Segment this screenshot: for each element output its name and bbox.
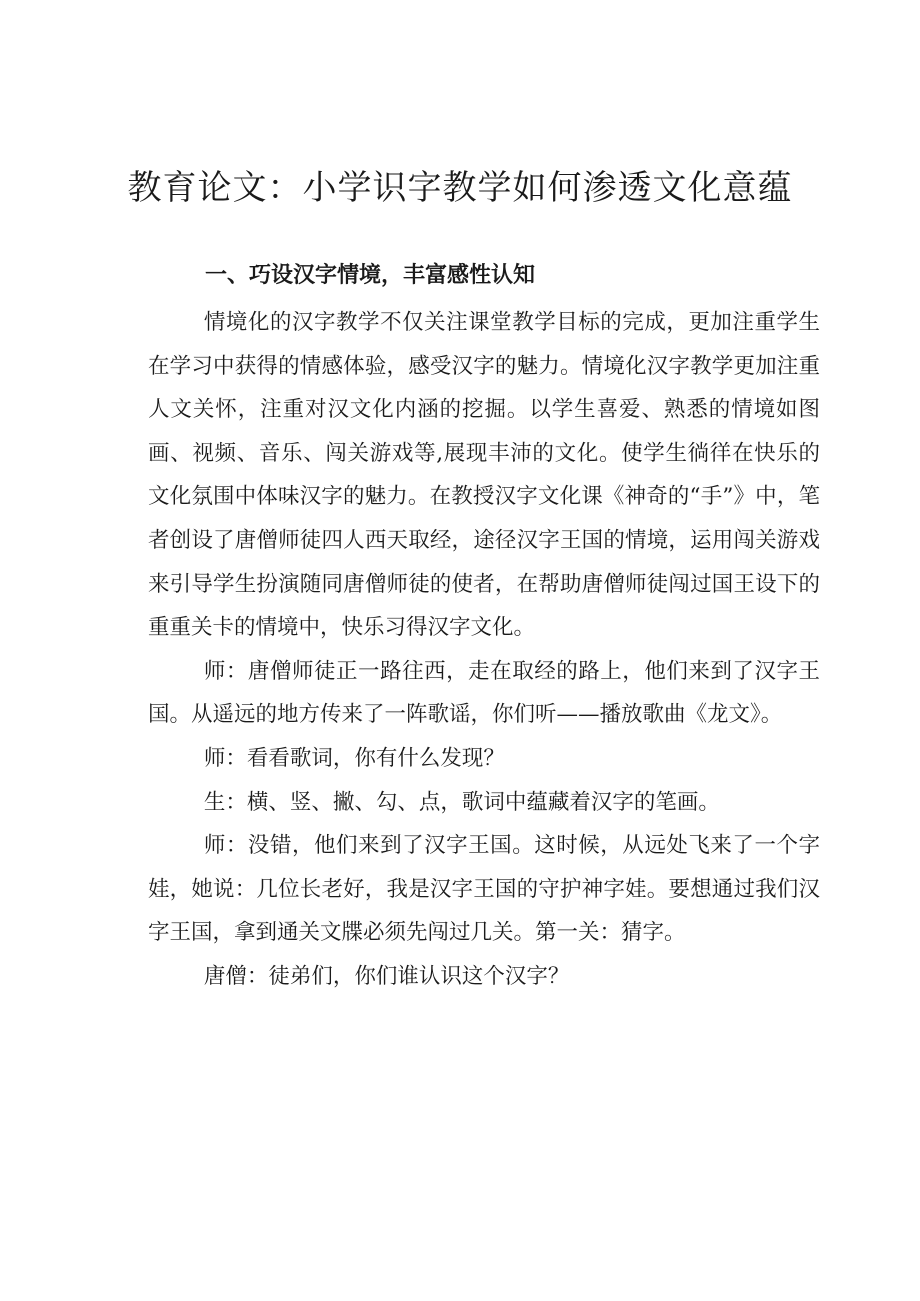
paragraph: 唐僧：徒弟们，你们谁认识这个汉字？ [203,963,570,989]
paragraph: 生：横、竖、撇、勾、点，歌词中蕴藏着汉字的笔画。 [203,789,720,815]
paragraph: 师：没错，他们来到了汉字王国。这时候，从远处飞来了一个字娃，她说：几位长老好，我是汉字王国的守护神字娃。要想通过我们汉字王国，拿到通关文牒必须先闯过几关。第一关：猜字。 [148,833,820,946]
section-heading: 一、巧设汉字情境，丰富感性认知 [205,263,536,288]
document-body [148,301,820,999]
paragraph: 情境化的汉字教学不仅关注课堂教学目标的完成，更加注重学生在学习中获得的情感体验，感受汉字的魅力。情境化汉字教学更加注重人文关怀，注重对汉文化内涵的挖掘。以学生喜爱、熟悉的情境如图画、视频、音乐、闯关游戏等,展现丰沛的文化。使学生徜徉在快乐的文化氛围中体味汉字的魅力。在教授汉字文化课《神奇的“手”》中，笔者创设了唐僧师徒四人西天取经，途径汉字王国的情境，运用闯关游戏来引导学生扮演随同唐僧师徒的使者，在帮助唐僧师徒闯过国王设下的重重关卡的情境中，快乐习得汉字文化。 [148,310,820,641]
paragraph: 师：唐僧师徒正一路往西，走在取经的路上，他们来到了汉字王国。从遥远的地方传来了一阵歌谣，你们听——播放歌曲《龙文》。 [148,658,820,728]
document-title: 教育论文：小学识字教学如何渗透文化意蕴 [127,168,793,208]
paragraph: 师：看看歌词，你有什么发现？ [203,745,505,771]
